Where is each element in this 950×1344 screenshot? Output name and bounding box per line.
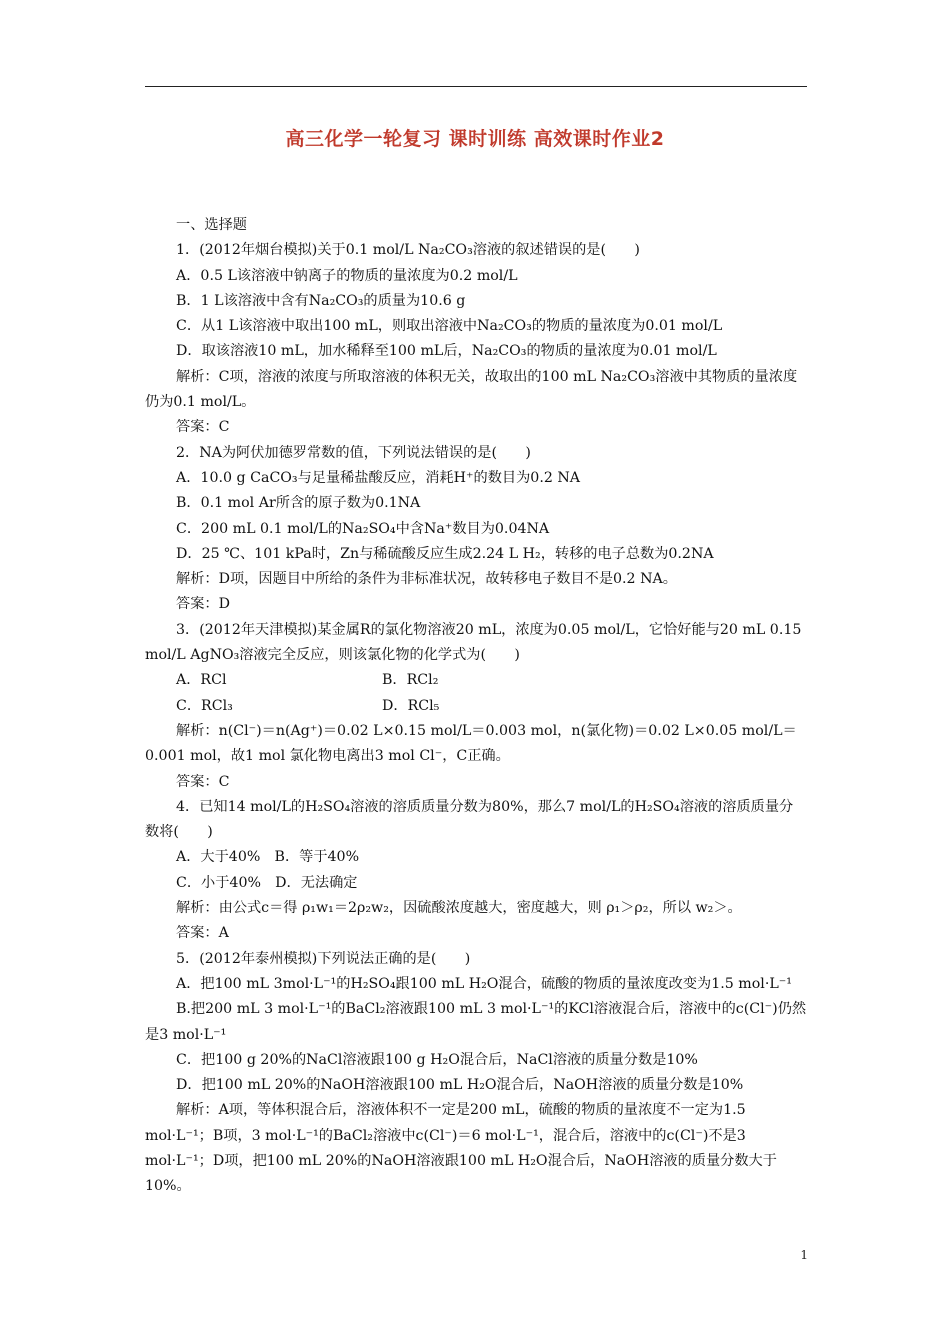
- q2-answer: 答案：D: [176, 596, 230, 613]
- q1-stem: 1．(2012年烟台模拟)关于0.1 mol/L Na₂CO₃溶液的叙述错误的是( ): [176, 242, 640, 259]
- q4-answer: 答案：A: [176, 925, 229, 942]
- q1-option-d: D．取该溶液10 mL，加水稀释至100 mL后，Na₂CO₃的物质的量浓度为0.01 mol/L: [176, 343, 717, 360]
- q1-answer: 答案：C: [176, 419, 230, 436]
- q5-analysis: 解析：A项，等体积混合后，溶液体积不一定是200 mL，硫酸的物质的量浓度不一定为1.5 mol·L⁻¹；B项，3 mol·L⁻¹的BaCl₂溶液中c(Cl⁻)＝6 mol·L⁻¹，混合后，溶液中的c(Cl⁻)不是3 mol·L⁻¹；D项，把100 mL 20%的NaOH溶液跟100 mL H₂O混合后，NaOH溶液的质量分数大于10%。: [145, 1102, 777, 1195]
- q4-options-cd: C．小于40% D．无法确定: [176, 874, 358, 891]
- q3-option-a: A．RCl: [176, 672, 227, 689]
- q1-option-a: A．0.5 L该溶液中钠离子的物质的量浓度为0.2 mol/L: [176, 267, 518, 284]
- header-rule: [145, 86, 807, 87]
- q1-option-b: B．1 L该溶液中含有Na₂CO₃的质量为10.6 g: [176, 292, 466, 309]
- q2-option-d: D．25 ℃、101 kPa时，Zn与稀硫酸反应生成2.24 L H₂，转移的电子总数为0.2NA: [176, 545, 714, 562]
- q2-analysis: 解析：D项，因题目中所给的条件为非标准状况，故转移电子数目不是0.2 NA。: [176, 571, 677, 588]
- q2-option-a: A．10.0 g CaCO₃与足量稀盐酸反应，消耗H⁺的数目为0.2 NA: [176, 469, 581, 486]
- q3-option-d: D．RCl₅: [382, 697, 440, 714]
- q4-options-ab: A．大于40% B．等于40%: [176, 849, 360, 866]
- q5-option-b: B.把200 mL 3 mol·L⁻¹的BaCl₂溶液跟100 mL 3 mol·L⁻¹的KCl溶液混合后，溶液中的c(Cl⁻)仍然是3 mol·L⁻¹: [145, 1001, 807, 1043]
- q5-option-a: A．把100 mL 3mol·L⁻¹的H₂SO₄跟100 mL H₂O混合，硫酸的物质的量浓度改变为1.5 mol·L⁻¹: [176, 975, 792, 992]
- q2-option-c: C．200 mL 0.1 mol/L的Na₂SO₄中含Na⁺数目为0.04NA: [176, 520, 550, 537]
- page-title: 高三化学一轮复习 课时训练 高效课时作业2: [285, 128, 665, 150]
- q3-analysis: 解析：n(Cl⁻)＝n(Ag⁺)＝0.02 L×0.15 mol/L＝0.003 mol，n(氯化物)＝0.02 L×0.05 mol/L＝0.001 mol，故1 mol 氯化物电离出3 mol Cl⁻，C正确。: [145, 722, 797, 765]
- q3-stem: 3．(2012年天津模拟)某金属R的氯化物溶液20 mL，浓度为0.05 mol/L，它恰好能与20 mL 0.15 mol/L AgNO₃溶液完全反应，则该氯化物的化学式为( ): [145, 621, 802, 664]
- q4-analysis: 解析：由公式c＝得 ρ₁w₁＝2ρ₂w₂，因硫酸浓度越大，密度越大，则 ρ₁＞ρ₂，所以 w₂＞。: [176, 900, 742, 917]
- q3-option-c: C．RCl₃: [176, 697, 233, 714]
- page-number: 1: [800, 1248, 808, 1262]
- q2-option-b: B．0.1 mol Ar所含的原子数为0.1NA: [176, 495, 421, 512]
- q1-option-c: C．从1 L该溶液中取出100 mL，则取出溶液中Na₂CO₃的物质的量浓度为0.01 mol/L: [176, 318, 723, 335]
- q3-options-ab: [145, 668, 807, 693]
- q1-analysis: 解析：C项，溶液的浓度与所取溶液的体积无关，故取出的100 mL Na₂CO₃溶液中其物质的量浓度仍为0.1 mol/L。: [145, 368, 798, 411]
- q2-stem: 2．NA为阿伏加德罗常数的值，下列说法错误的是( ): [176, 444, 531, 461]
- q3-options-cd: [145, 694, 807, 719]
- document-body: [145, 213, 807, 1200]
- q5-stem: 5．(2012年泰州模拟)下列说法正确的是( ): [176, 950, 471, 967]
- q4-stem: 4．已知14 mol/L的H₂SO₄溶液的溶质质量分数为80%，那么7 mol/L的H₂SO₄溶液的溶质质量分数将( ): [145, 798, 794, 841]
- q5-option-c: C．把100 g 20%的NaCl溶液跟100 g H₂O混合后，NaCl溶液的质量分数是10%: [176, 1051, 698, 1068]
- q3-answer: 答案：C: [176, 773, 230, 790]
- q5-option-d: D．把100 mL 20%的NaOH溶液跟100 mL H₂O混合后，NaOH溶液的质量分数是10%: [176, 1077, 744, 1094]
- q3-option-b: B．RCl₂: [382, 672, 439, 689]
- section-heading: 一、选择题: [176, 217, 247, 233]
